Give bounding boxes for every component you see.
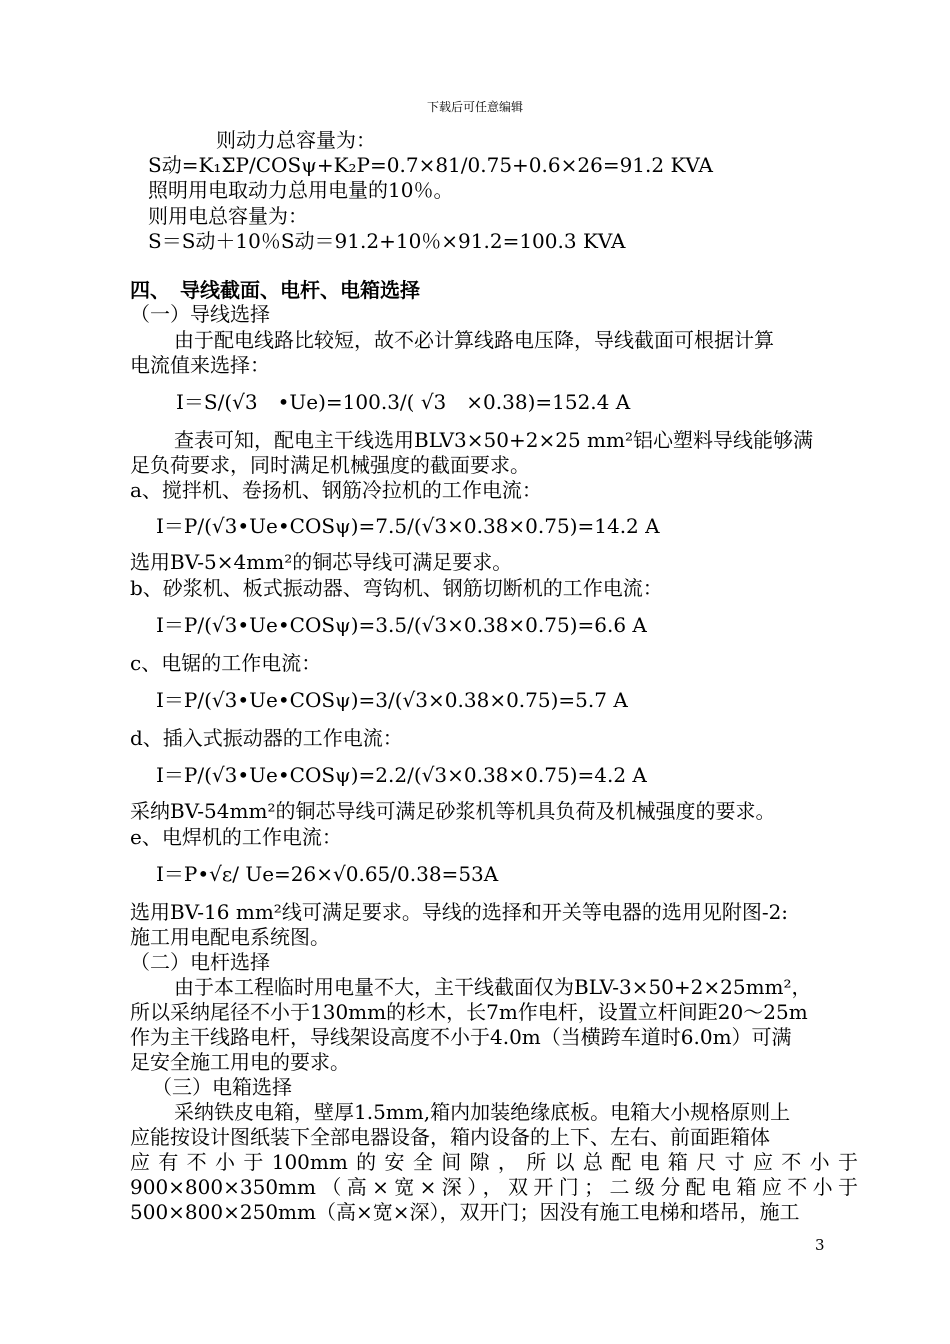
formula-line: I＝P/(√3•Ue•COSψ)=7.5/(√3×0.38×0.75)=14.2 A — [156, 514, 660, 538]
text-line: 采纳BV-54mm²的铜芯导线可满足砂浆机等机具负荷及机械强度的要求。 — [130, 799, 776, 823]
text-line: 应有不小于100mm的安全间隙，所以总配电箱尺寸应不小于 — [130, 1150, 858, 1174]
subsection-heading: （一）导线选择 — [130, 302, 270, 326]
text-line: e、电焊机的工作电流： — [130, 825, 342, 849]
text-line: 则动力总容量为： — [216, 128, 376, 152]
text-line: c、电锯的工作电流： — [130, 651, 322, 675]
text-line: 查表可知，配电主干线选用BLV3×50+2×25 mm²铝心塑料导线能够满 — [174, 428, 813, 452]
text-line: 照明用电取动力总用电量的10％。 — [148, 178, 454, 202]
page-number: 3 — [815, 1236, 825, 1254]
formula-line: I＝P/(√3•Ue•COSψ)=2.2/(√3×0.38×0.75)=4.2 A — [156, 763, 647, 787]
subsection-heading: （二）电杆选择 — [130, 950, 270, 974]
text-line: 足负荷要求，同时满足机械强度的截面要求。 — [130, 453, 530, 477]
text-line: 则用电总容量为： — [148, 204, 308, 228]
text-line: 采纳铁皮电箱，壁厚1.5mm,箱内加装绝缘底板。电箱大小规格原则上 — [174, 1100, 791, 1124]
formula-line: I＝P/(√3•Ue•COSψ)=3.5/(√3×0.38×0.75)=6.6 A — [156, 613, 647, 637]
text-line: a、搅拌机、卷扬机、钢筋冷拉机的工作电流： — [130, 478, 542, 502]
formula-line: S＝S动＋10％S动＝91.2+10％×91.2=100.3 KVA — [148, 229, 626, 253]
text-line: 选用BV-16 mm²线可满足要求。导线的选择和开关等电器的选用见附图-2: — [130, 900, 789, 924]
text-line: 应能按设计图纸装下全部电器设备，箱内设备的上下、左右、前面距箱体 — [130, 1125, 770, 1149]
text-line: 500×800×250mm（高×宽×深），双开门；因没有施工电梯和塔吊，施工 — [130, 1200, 800, 1224]
subsection-heading: （三）电箱选择 — [152, 1075, 292, 1099]
text-line: 选用BV-5×4mm²的铜芯导线可满足要求。 — [130, 550, 513, 574]
page-header: 下载后可任意编辑 — [426, 100, 523, 114]
text-line: 足安全施工用电的要求。 — [130, 1050, 350, 1074]
formula-line: I＝S/(√3 •Ue)=100.3/( √3 ×0.38)=152.4 A — [176, 390, 631, 414]
text-line: 作为主干线路电杆，导线架设高度不小于4.0m（当横跨车道时6.0m）可满 — [130, 1025, 792, 1049]
section-heading: 四、 导线截面、电杆、电箱选择 — [130, 278, 420, 302]
text-line: 所以采纳尾径不小于130mm的杉木，长7m作电杆，设置立杆间距20～25m — [130, 1000, 808, 1024]
formula-line: S动=K₁ΣP/COSψ+K₂P=0.7×81/0.75+0.6×26=91.2 KVA — [148, 153, 713, 177]
text-line: 由于本工程临时用电量不大，主干线截面仅为BLV-3×50+2×25mm²， — [174, 975, 812, 999]
text-line: 由于配电线路比较短，故不必计算线路电压降，导线截面可根据计算 — [174, 328, 774, 352]
text-line: 施工用电配电系统图。 — [130, 925, 330, 949]
text-line: d、插入式振动器的工作电流： — [130, 726, 403, 750]
text-line: 电流值来选择： — [130, 353, 270, 377]
text-line: b、砂浆机、板式振动器、弯钩机、钢筋切断机的工作电流： — [130, 576, 663, 600]
text-line: 900×800×350mm（高×宽×深），双开门；二级分配电箱应不小于 — [130, 1175, 858, 1199]
formula-line: I＝P/(√3•Ue•COSψ)=3/(√3×0.38×0.75)=5.7 A — [156, 688, 628, 712]
formula-line: I＝P•√ε/ Ue=26×√0.65/0.38=53A — [156, 862, 499, 886]
